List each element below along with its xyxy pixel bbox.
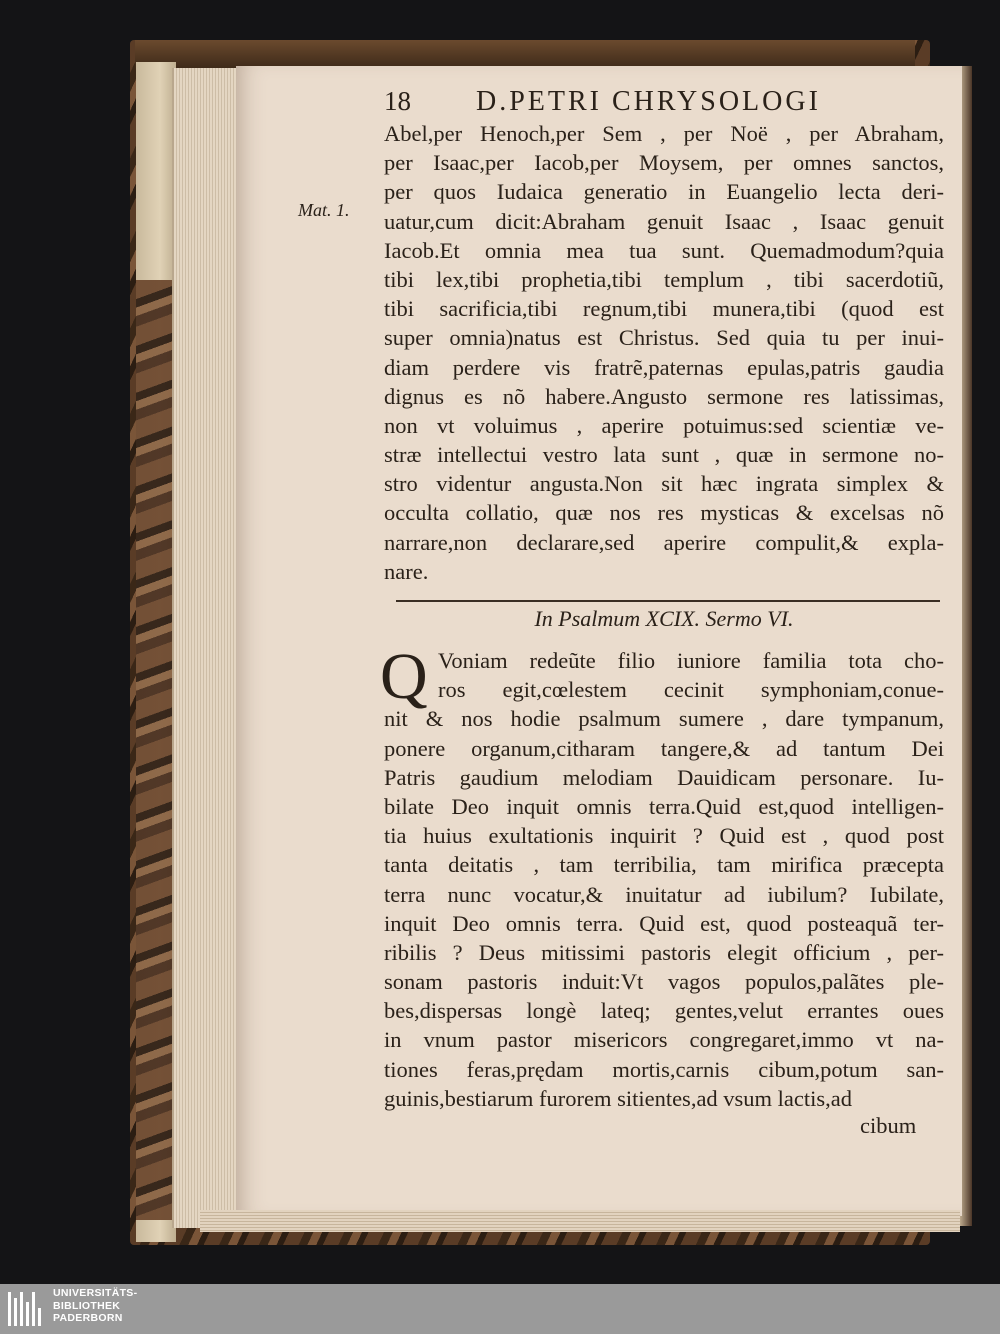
- text-line: bilate Deo inquit omnis terra.Quid est,quod intelligen-: [384, 793, 944, 819]
- library-name-line-2: BIBLIOTHEK: [53, 1299, 121, 1312]
- text-line: in vnum pastor misericors congregaret,immo vt na-: [384, 1027, 944, 1053]
- text-line: ros egit,cœlestem cecinit symphoniam,conue-: [438, 677, 944, 703]
- text-line: nit & nos hodie psalmum sumere , dare tympanum,: [384, 706, 944, 732]
- text-line: bes,dispersas longè lateq; gentes,velut errantes oues: [384, 998, 944, 1024]
- text-line: guinis,bestiarum furorem sitientes,ad vsum lactis,ad: [384, 1085, 853, 1111]
- text-line: ponere organum,citharam tangere,& ad tantum Dei: [384, 735, 944, 761]
- footer-bar: [0, 1284, 1000, 1334]
- text-line: Patris gaudium melodiam Dauidicam personare. Iu-: [384, 764, 944, 790]
- text-line: non vt voluimus , aperire potuimus:sed scientiæ ve-: [384, 412, 944, 438]
- drop-cap: Q: [380, 640, 428, 713]
- marbled-cover: [136, 280, 172, 1220]
- text-line: Voniam redeũte filio iuniore familia tota cho-: [438, 648, 944, 673]
- library-name-line-3: PADERBORN: [53, 1312, 123, 1324]
- library-logo-icon: [6, 1288, 48, 1330]
- section-rule: [396, 600, 940, 602]
- margin-note: Mat. 1.: [298, 200, 350, 220]
- text-line: stro videntur angusta.Non sit hæc ingrata simplex &: [384, 471, 944, 497]
- text-line: per Isaac,per Iacob,per Moysem, per omnes sanctos,: [384, 150, 944, 176]
- text-line: terra nunc vocatur,& inuitatur ad iubilum? Iubilate,: [384, 881, 944, 907]
- section-title: In Psalmum XCIX. Sermo VI.: [534, 606, 794, 631]
- running-head: D.PETRI CHRYSOLOGI: [476, 86, 821, 117]
- page-number: 18: [384, 86, 411, 116]
- library-name-line-1: UNIVERSITÄTS-: [53, 1287, 138, 1299]
- text-line: ribilis ? Deus mitissimi pastoris elegit officium , per-: [384, 939, 944, 965]
- text-line: uatur,cum dicit:Abraham genuit Isaac , Isaac genuit: [384, 208, 944, 234]
- paragraph-2: [384, 646, 944, 1113]
- catchword: cibum: [860, 1113, 917, 1138]
- page-bottom-edge: [200, 1210, 960, 1232]
- text-line: tibi lex,tibi prophetia,tibi templum , tibi sacerdotiũ,: [384, 266, 944, 292]
- text-line: diam perdere vis fratrẽ,paternas epulas,patris gaudia: [384, 354, 944, 380]
- text-line: nare.: [384, 558, 429, 584]
- text-line: tia huius exultationis inquirit ? Quid est , quod post: [384, 823, 944, 849]
- text-line: dignus es nõ habere.Angusto sermone res latissimas,: [384, 383, 944, 409]
- text-line: narrare,non declarare,sed aperire compulit,& expla-: [384, 529, 944, 555]
- text-line: super omnia)natus est Christus. Sed quia tu per inui-: [384, 325, 944, 351]
- page-edges: [172, 68, 242, 1228]
- text-line: Iacob.Et omnia mea tua sunt. Quemadmodum?quia: [384, 237, 944, 263]
- text-line: stræ intellectui vestro lata sunt , quæ in sermone no-: [384, 442, 944, 468]
- text-line: tibi sacrificia,tibi regnum,tibi munera,tibi (quod est: [384, 296, 944, 322]
- paragraph-1: [384, 119, 944, 586]
- text-line: Abel,per Henoch,per Sem , per Noë , per Abraham,: [384, 121, 944, 146]
- text-line: tiones feras,prędam mortis,carnis cibum,potum san-: [384, 1056, 944, 1082]
- page-header: [384, 86, 944, 120]
- library-name: [53, 1287, 137, 1325]
- text-line: sonam pastoris induit:Vt vagos populos,palãtes ple-: [384, 969, 944, 995]
- text-line: inquit Deo omnis terra. Quid est, quod posteaquã ter-: [384, 910, 944, 936]
- text-line: per quos Iudaica generatio in Euangelio lecta deri-: [384, 179, 944, 205]
- text-line: tanta deitatis , tam terribilia, tam mirifica præcepta: [384, 852, 944, 878]
- text-line: occulta collatio, quæ nos res mysticas & excelsas nõ: [384, 500, 944, 526]
